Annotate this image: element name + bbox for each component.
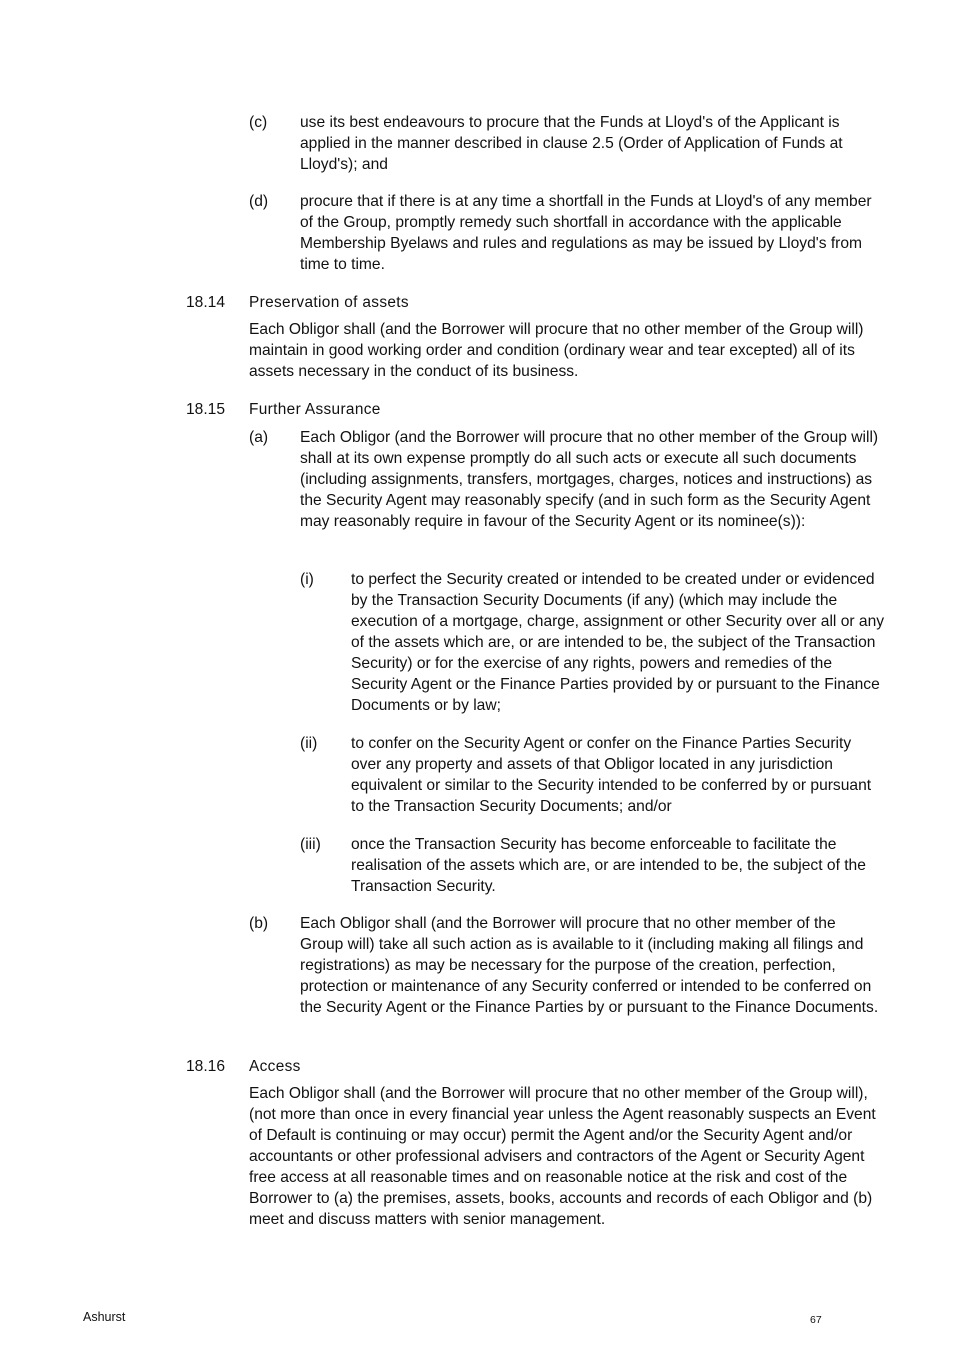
item-label: (d) [249, 193, 269, 210]
section-heading: Further Assurance [249, 401, 381, 418]
section-number: 18.15 [186, 401, 226, 418]
section-number: 18.16 [186, 1058, 226, 1075]
sub-item-text: to perfect the Security created or intended to be created under or evidenced by the Transaction Security Documents (if any) (which may include the execution of a mortgage, charge, assignment or other Security over all or any of the assets which are, or are intended to be, the subject of the Transaction Security) or for the exercise of any rights, powers and remedies of the Security Agent or the Finance Parties provided by or pursuant to the Finance Documents or by law; [351, 571, 885, 714]
item-text: Each Obligor (and the Borrower will procure that no other member of the Group will) shall at its own expense promptly do all such acts or execute all such documents (including assignments, transfers, mortgages, charges, notices and instructions) as the Security Agent may reasonably specify (and in such form as the Security Agent may reasonably require in favour of the Security Agent or its nominee(s)): [300, 429, 879, 530]
item-text: use its best endeavours to procure that the Funds at Lloyd's of the Applicant is applied in the manner described in clause 2.5 (Order of Application of Funds at Lloyd's); and [300, 114, 843, 173]
item-text: procure that if there is at any time a shortfall in the Funds at Lloyd's of any member of the Group, promptly remedy such shortfall in accordance with the applicable Membership Byelaws and rules and regulations as may be issued by Lloyd's from time to time. [300, 193, 872, 273]
section-18-14-body: Each Obligor shall (and the Borrower will procure that no other member of the Group will) maintain in good working order and condition (ordinary wear and tear excepted) all of its assets necessary in the conduct of its business. [249, 321, 864, 380]
section-18-16-body: Each Obligor shall (and the Borrower will procure that no other member of the Group will), (not more than once in every financial year unless the Agent reasonably suspects an Event of Default is continuing or may occur) permit the Agent and/or the Security Agent and/or accountants or other professional advisers and contractors of the Agent or Security Agent free access at all reasonable times and on reasonable notice at the risk and cost of the Borrower to (a) the premises, assets, books, accounts and records of each Obligor and (b) meet and discuss matters with senior management. [249, 1085, 876, 1228]
footer-firm-name: Ashurst [83, 1310, 126, 1324]
item-label: (b) [249, 915, 269, 932]
page-number: 67 [810, 1314, 822, 1326]
sub-item-label: (iii) [300, 836, 321, 853]
section-heading: Preservation of assets [249, 294, 409, 311]
sub-item-label: (ii) [300, 735, 318, 752]
section-heading: Access [249, 1058, 301, 1075]
item-text: Each Obligor shall (and the Borrower will procure that no other member of the Group will) take all such action as is available to it (including making all filings and registrations) as may be necessary for the purpose of the creation, perfection, protection or maintenance of any Security conferred or intended to be conferred on the Security Agent or the Finance Parties by or pursuant to the Finance Documents. [300, 915, 879, 1016]
sub-item-text: to confer on the Security Agent or confer on the Finance Parties Security over any property and assets of that Obligor located in any jurisdiction equivalent or similar to the Security intended to be conferred by or pursuant to the Transaction Security Documents; and/or [351, 735, 872, 815]
item-label: (c) [249, 114, 268, 131]
sub-item-text: once the Transaction Security has become enforceable to facilitate the realisation of the assets which are, or are intended to be, the subject of the Transaction Security. [351, 836, 866, 895]
item-label: (a) [249, 429, 269, 446]
sub-item-label: (i) [300, 571, 314, 588]
section-number: 18.14 [186, 294, 226, 311]
